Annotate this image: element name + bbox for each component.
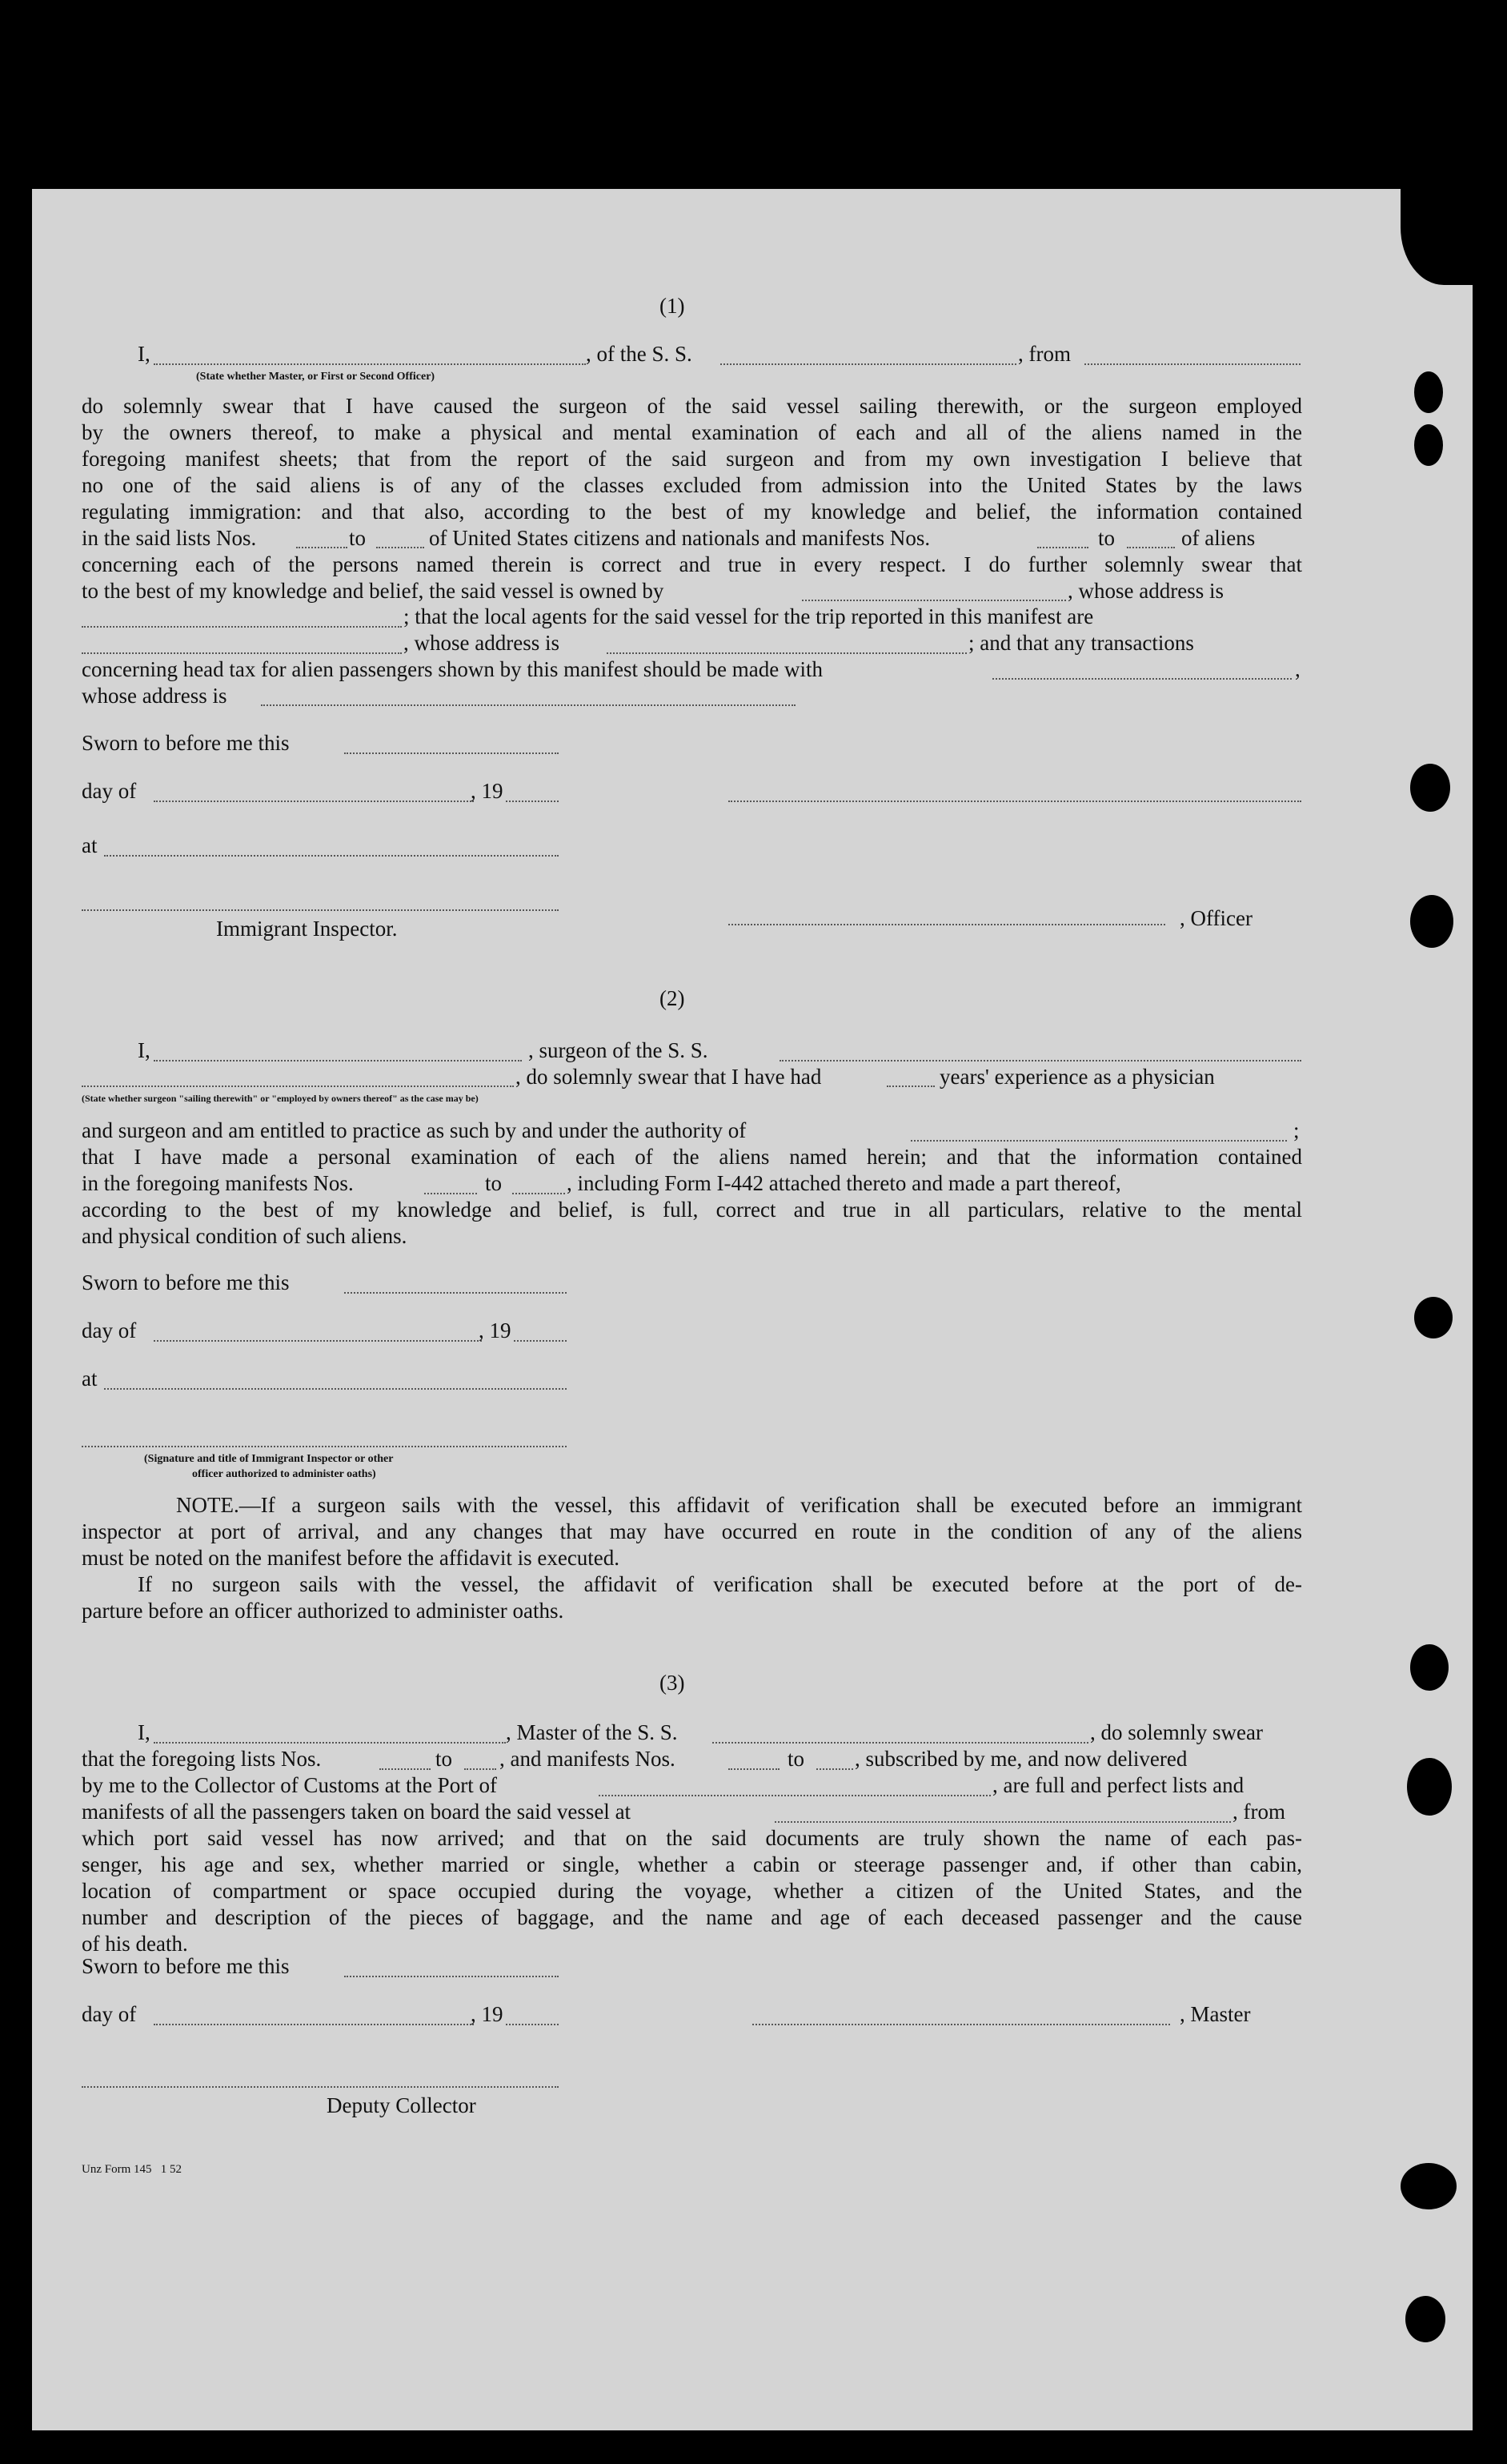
to-label: to	[435, 1747, 453, 1771]
head-tax-address-line[interactable]	[261, 704, 796, 706]
section-2-line-4: that I have made a personal examination of each of the aliens named herein; and that the information contained	[82, 1145, 1302, 1169]
local-agents-label: ; that the local agents for the said vessel for the trip reported in this manifest are	[403, 604, 1094, 628]
lists-from-line[interactable]	[296, 547, 347, 548]
subscribed-label: , subscribed by me, and now delivered	[855, 1747, 1188, 1771]
owner-address-line[interactable]	[82, 626, 402, 628]
authority-label: and surgeon and am entitled to practice as such by and under the authority of	[82, 1118, 747, 1142]
form-i442-label: , including Form I-442 attached thereto and made a part thereof,	[567, 1171, 1121, 1195]
punch-hole	[1407, 1758, 1452, 1816]
form-page	[32, 189, 1473, 2430]
signature-note: officer authorized to administer oaths)	[192, 1468, 376, 1480]
from-label: , from	[1232, 1800, 1285, 1824]
of-aliens-label: of aliens	[1181, 526, 1256, 550]
agent-address-line[interactable]	[607, 652, 967, 654]
form-identifier: Unz Form 145 1 52	[82, 2163, 182, 2176]
lists-to-line[interactable]	[464, 1768, 496, 1770]
manifests-nos-label: , and manifests Nos.	[499, 1747, 675, 1771]
section-1-paragraph: do solemnly swear that I have caused the surgeon of the said vessel sailing therewith, or the surgeon employed by the owners thereof, to make a physical and mental examination of each and all of the aliens named in the foregoing manifest sheets; that from the report of the said surgeon and from my own investigation I believe that no one of the said aliens is of any of the classes excluded from admission into the United States by the laws regulating immigration: and that also, according to the best of my knowledge and belief, the information contained	[82, 394, 1302, 524]
at-label: at	[82, 833, 98, 857]
day-of-label: day of	[82, 1318, 137, 1342]
punch-hole	[1401, 2163, 1457, 2209]
sworn-day-line[interactable]	[344, 752, 559, 754]
swear-years-label: , do solemnly swear that I have had	[515, 1065, 822, 1089]
port-line[interactable]	[599, 1795, 991, 1796]
oath-i-label: I,	[138, 1720, 150, 1744]
head-tax-label: concerning head tax for alien passengers shown by this manifest should be made with	[82, 657, 824, 681]
section-2-line-7: and physical condition of such aliens.	[82, 1224, 407, 1248]
master-vessel-line[interactable]	[712, 1742, 1088, 1744]
surgeon-status-line[interactable]	[82, 1086, 514, 1087]
lists-nos-label: in the said lists Nos.	[82, 526, 257, 550]
deputy-signature-line[interactable]	[82, 2086, 559, 2088]
comma: ,	[1295, 657, 1301, 681]
lists-to-line[interactable]	[376, 547, 424, 548]
punch-hole	[1405, 2296, 1445, 2342]
master-name-line[interactable]	[154, 1742, 506, 1744]
year-label: , 19	[471, 2002, 503, 2026]
inspector-signature-line[interactable]	[82, 1446, 567, 1447]
sworn-day-line[interactable]	[344, 1292, 567, 1294]
section-2-line-6: according to the best of my knowledge and belief, is full, correct and true in all particulars, relative to the mental	[82, 1198, 1302, 1222]
day-of-line[interactable]	[154, 801, 474, 802]
inspector-signature-line[interactable]	[82, 909, 559, 911]
boarding-port-line[interactable]	[775, 1821, 1231, 1823]
from-label: , from	[1018, 342, 1071, 366]
day-of-line[interactable]	[154, 2024, 474, 2025]
note-paragraph: NOTE.—If a surgeon sails with the vessel, this affidavit of verification shall be executed before an immigrant inspector at port of arrival, and any changes that may have occurred en route in the condition of any of the aliens must be noted on the manifest before the affidavit is executed. If no surgeon sails with the vessel, the affidavit of verification shall be executed before at the port of de- parture before an officer authorized to administer oaths.	[82, 1493, 1302, 1623]
day-of-line[interactable]	[154, 1340, 482, 1342]
surgeon-name-line[interactable]	[154, 1060, 522, 1061]
punch-hole	[1410, 895, 1453, 948]
port-from-line[interactable]	[1084, 363, 1301, 365]
officer-line[interactable]	[728, 924, 1165, 925]
collector-port-label: by me to the Collector of Customs at the Port of	[82, 1773, 497, 1797]
signature-note: (Signature and title of Immigrant Inspector or other	[144, 1453, 394, 1465]
citizens-manifests-label: of United States citizens and nationals and manifests Nos.	[429, 526, 931, 550]
owner-line[interactable]	[802, 600, 1066, 601]
surgeon-vessel-line[interactable]	[780, 1060, 1301, 1061]
year-line[interactable]	[514, 1340, 567, 1342]
agent-address-label: , whose address is	[403, 631, 559, 655]
owned-by-label: to the best of my knowledge and belief, the said vessel is owned by	[82, 579, 664, 603]
officer-label: , Officer	[1180, 906, 1252, 930]
years-line[interactable]	[887, 1086, 935, 1087]
punch-hole	[1410, 764, 1450, 812]
lists-from-line[interactable]	[379, 1768, 431, 1770]
oath-i-label: I,	[138, 1038, 150, 1062]
manifests-from-line[interactable]	[728, 1768, 780, 1770]
master-of-ss-label: , Master of the S. S.	[506, 1720, 678, 1744]
to-label: to	[788, 1747, 805, 1771]
manifests-to-line[interactable]	[1127, 547, 1175, 548]
year-label: , 19	[471, 779, 503, 803]
semicolon: ;	[1293, 1118, 1300, 1142]
punch-hole	[1414, 424, 1443, 466]
section-1-heading: (1)	[659, 294, 685, 318]
of-ss-label: , of the S. S.	[586, 342, 692, 366]
full-perfect-label: , are full and perfect lists and	[992, 1773, 1244, 1797]
day-of-label: day of	[82, 2002, 137, 2026]
transactions-label: ; and that any transactions	[968, 631, 1194, 655]
sworn-day-line[interactable]	[344, 1976, 559, 1977]
year-line[interactable]	[506, 2024, 559, 2025]
punch-hole	[1410, 1644, 1449, 1691]
sworn-label: Sworn to before me this	[82, 731, 290, 755]
master-signature-line[interactable]	[752, 2024, 1170, 2025]
deputy-collector-label: Deputy Collector	[327, 2093, 476, 2117]
year-label: , 19	[479, 1318, 511, 1342]
immigrant-inspector-label: Immigrant Inspector.	[216, 917, 398, 941]
oath-i-label: I,	[138, 342, 150, 366]
officer-name-line[interactable]	[154, 363, 586, 365]
sworn-label: Sworn to before me this	[82, 1270, 290, 1294]
to-label: to	[1098, 526, 1116, 550]
day-of-label: day of	[82, 779, 137, 803]
lists-nos-label: that the foregoing lists Nos.	[82, 1747, 322, 1771]
punch-hole	[1401, 189, 1473, 285]
to-label: to	[485, 1171, 503, 1195]
manifests-from-line[interactable]	[424, 1193, 477, 1194]
taken-on-board-label: manifests of all the passengers taken on board the said vessel at	[82, 1800, 631, 1824]
sworn-label: Sworn to before me this	[82, 1954, 290, 1978]
head-tax-line[interactable]	[992, 678, 1292, 680]
at-line[interactable]	[104, 855, 559, 857]
section-2-heading: (2)	[659, 986, 685, 1010]
whose-address-label: , whose address is	[1068, 579, 1224, 603]
section-1-line-7: concerning each of the persons named therein is correct and true in every respect. I do further solemnly swear that	[82, 552, 1302, 576]
manifests-to-line[interactable]	[512, 1193, 565, 1194]
officer-rank-note: (State whether Master, or First or Second Officer)	[196, 371, 435, 383]
section-3-last-line: of his death.	[82, 1932, 188, 1956]
to-label: to	[349, 526, 367, 550]
officer-signature-line[interactable]	[728, 801, 1301, 802]
section-3-heading: (3)	[659, 1671, 685, 1695]
surgeon-of-ss-label: , surgeon of the S. S.	[528, 1038, 708, 1062]
manifests-from-line[interactable]	[1037, 547, 1088, 548]
punch-hole	[1414, 1297, 1453, 1338]
year-line[interactable]	[506, 801, 559, 802]
manifests-to-line[interactable]	[816, 1768, 853, 1770]
authority-line[interactable]	[911, 1140, 1287, 1142]
whose-address-label: whose address is	[82, 684, 227, 708]
vessel-name-line[interactable]	[720, 363, 1016, 365]
manifests-nos-label: in the foregoing manifests Nos.	[82, 1171, 354, 1195]
master-label: , Master	[1180, 2002, 1251, 2026]
do-solemnly-swear-label: , do solemnly swear	[1090, 1720, 1263, 1744]
agents-line[interactable]	[82, 652, 402, 654]
at-label: at	[82, 1366, 98, 1391]
punch-hole	[1414, 371, 1443, 413]
years-experience-label: years' experience as a physician	[940, 1065, 1215, 1089]
surgeon-status-note: (State whether surgeon "sailing therewith" or "employed by owners thereof" as the case may be)	[82, 1093, 479, 1104]
section-3-paragraph: which port said vessel has now arrived; and that on the said documents are truly shown the name of each pas- senger, his age and sex, whether married or single, whether a cabin or steerage passenger and, if other than cabin, location of compartment or space occupied during the voyage, whether a citizen of the United States, and the number and description of the pieces of baggage, and the name and age of each deceased passenger and the cause	[82, 1826, 1302, 1929]
at-line[interactable]	[104, 1388, 567, 1390]
